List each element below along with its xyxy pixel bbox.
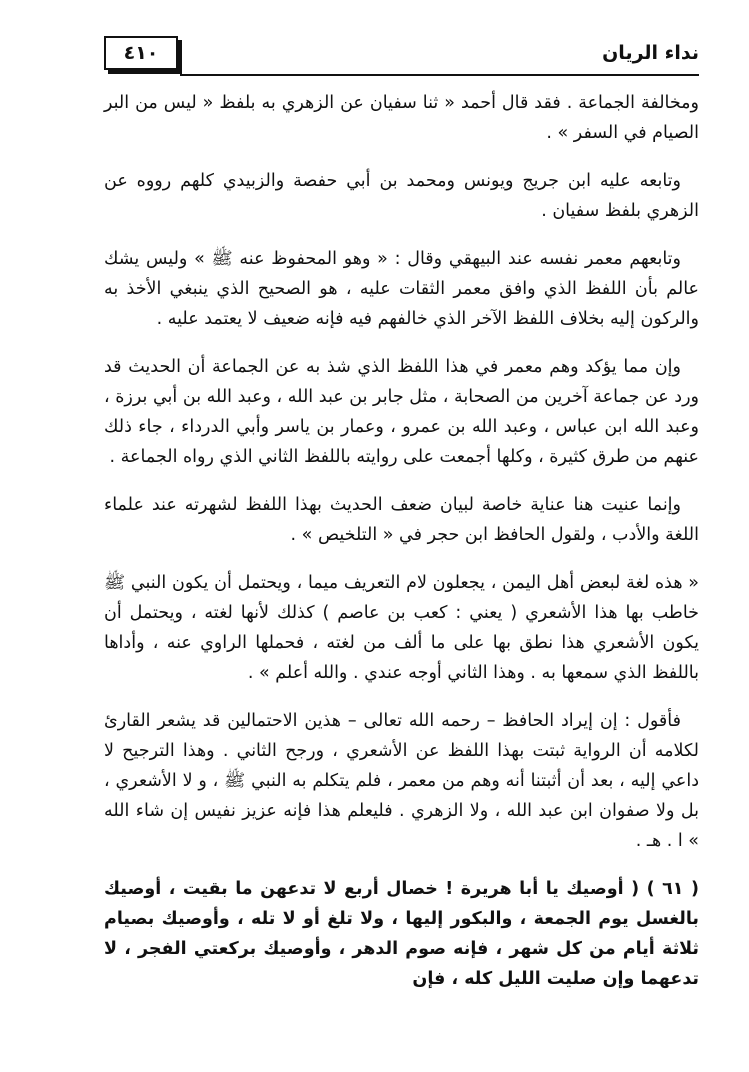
paragraph-1: ومخالفة الجماعة . فقد قال أحمد « ثنا سفيان عن الزهري به بلفظ « ليس من البر الصيام في السفر » . — [104, 93, 699, 143]
paragraph-3: وتابعهم معمر نفسه عند البيهقي وقال : « وهو المحفوظ عنه ﷺ » وليس يشك عالم بأن اللفظ الذي وافق معمر الثقات عليه ، هو الصحيح الذي ينبغي الأخذ به والركون إليه بخلاف اللفظ الآخر الذي خالفهم فيه فإنه ضعيف لا يعتمد عليه . — [104, 249, 699, 329]
running-title: نداء الريان — [602, 42, 699, 64]
paragraph-7: فأقول : إن إيراد الحافظ – رحمه الله تعالى – هذين الاحتمالين قد يشعر القارئ لكلامه أن الرواية ثبتت بهذا اللفظ عن الأشعري ، ورجح الثاني . وهذا الترجيح لا داعي إليه ، بعد أن أثبتنا أنه وهم من معمر ، فلم يتكلم به النبي ﷺ ، و لا الأشعري ، بل ولا صفوان ابن عبد الله ، ولا الزهري . فليعلم هذا فإنه عزيز نفيس إن شاء الله » ا . هـ . — [104, 711, 699, 851]
paragraph-6-quote: « هذه لغة لبعض أهل اليمن ، يجعلون لام التعريف ميما ، ويحتمل أن يكون النبي ﷺ خاطب بها هذا الأشعري ( يعني : كعب بن عاصم ) كذلك لأنها لغته ، ويحتمل أن يكون الأشعري هذا نطق بها على ما ألف من لغته ، فحملها الراوي عنه ، وأداها باللفظ الذي سمعها به . وهذا الثاني أوجه عندي . والله أعلم » . — [104, 573, 699, 683]
paragraph-5: وإنما عنيت هنا عناية خاصة لبيان ضعف الحديث بهذا اللفظ لشهرته عند علماء اللغة والأدب ، ولقول الحافظ ابن حجر في « التلخيص » . — [104, 495, 699, 545]
paragraph-4: وإن مما يؤكد وهم معمر في هذا اللفظ الذي شذ به عن الجماعة أن الحديث قد ورد عن جماعة آخرين من الصحابة ، مثل جابر بن عبد الله ، وعبد الله بن أبي برزة ، وعبد الله ابن عباس ، وعبد الله بن عمرو ، وعمار بن ياسر وأبي الدرداء ، جاء ذلك عنهم من طرق كثيرة ، وكلها أجمعت على روايته باللفظ الثاني الذي رواه الجماعة . — [104, 357, 699, 467]
paragraph-2: وتابعه عليه ابن جريج ويونس ومحمد بن أبي حفصة والزبيدي كلهم رووه عن الزهري بلفظ سفيان . — [104, 171, 699, 221]
hadith-61: ( ٦١ ) ( أوصيك يا أبا هريرة ! خصال أربع لا تدعهن ما بقيت ، أوصيك بالغسل يوم الجمعة ، والبكور إليها ، ولا تلغ أو لا تله ، وأوصيك بصيام ثلاثة أيام من كل شهر ، فإنه صوم الدهر ، وأوصيك بركعتي الفجر ، لا تدعهما وإن صليت الليل كله ، فإن — [104, 879, 699, 989]
page-number: ٤١٠ — [104, 36, 178, 70]
body-text — [104, 88, 699, 1012]
page-header — [104, 34, 699, 82]
header-rule — [180, 74, 699, 76]
